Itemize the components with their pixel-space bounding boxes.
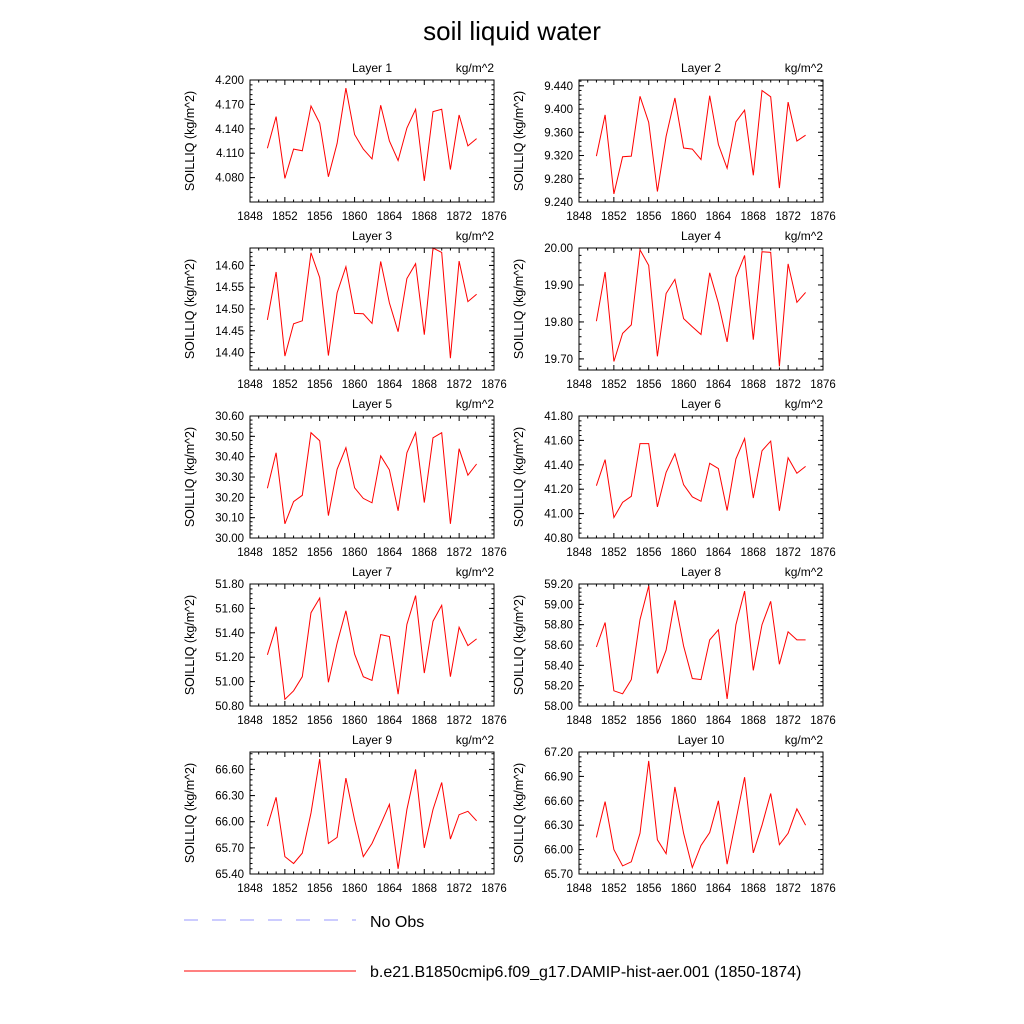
panel-title: Layer 4 (680, 229, 722, 243)
x-tick-label: 1864 (705, 379, 732, 391)
x-tick-label: 1848 (237, 715, 263, 727)
y-tick-label: 41.00 (544, 508, 573, 521)
x-tick-label: 1860 (341, 715, 368, 727)
plot-frame (579, 752, 823, 874)
x-tick-label: 1872 (775, 883, 801, 895)
panel-units: kg/m^2 (455, 397, 494, 411)
y-axis-label: SOILLIQ (kg/m^2) (183, 90, 197, 192)
panel-layer-5 (183, 397, 507, 559)
x-tick-label: 1848 (237, 211, 263, 223)
y-tick-label: 65.70 (215, 842, 244, 855)
x-tick-label: 1860 (341, 883, 368, 895)
y-tick-label: 14.55 (215, 282, 244, 295)
x-tick-label: 1876 (481, 211, 507, 223)
panel-layer-3 (183, 229, 507, 391)
x-tick-label: 1852 (601, 883, 627, 895)
x-tick-label: 1856 (306, 547, 333, 559)
y-tick-label: 30.20 (215, 492, 244, 505)
x-tick-label: 1864 (376, 211, 403, 223)
y-tick-label: 9.240 (544, 197, 573, 209)
x-tick-label: 1872 (775, 211, 801, 223)
plot-frame (579, 248, 823, 370)
y-tick-label: 14.60 (215, 260, 244, 273)
legend-model-label: b.e21.B1850cmip6.f09_g17.DAMIP-hist-aer.001 (1850-1874) (370, 964, 802, 981)
x-tick-label: 1876 (481, 883, 507, 895)
panel-layer-4 (512, 229, 836, 391)
panels-grid (183, 61, 836, 895)
x-tick-label: 1852 (272, 883, 298, 895)
y-axis-label: SOILLIQ (kg/m^2) (512, 762, 526, 864)
x-tick-label: 1852 (601, 715, 627, 727)
x-tick-label: 1876 (481, 715, 507, 727)
x-tick-label: 1876 (481, 547, 507, 559)
x-tick-label: 1872 (775, 379, 801, 391)
x-tick-label: 1868 (411, 379, 438, 391)
x-tick-label: 1864 (705, 547, 732, 559)
legend-obs-label: No Obs (370, 914, 425, 931)
panel-units: kg/m^2 (784, 733, 823, 747)
x-tick-label: 1868 (411, 547, 438, 559)
y-tick-label: 41.20 (544, 484, 573, 497)
y-tick-label: 58.40 (544, 660, 573, 673)
x-tick-label: 1856 (635, 211, 662, 223)
x-tick-label: 1868 (740, 883, 767, 895)
series-line (596, 439, 805, 518)
x-tick-label: 1848 (566, 379, 592, 391)
y-axis-label: SOILLIQ (kg/m^2) (183, 762, 197, 864)
y-tick-label: 4.200 (215, 75, 244, 87)
panel-units: kg/m^2 (784, 565, 823, 579)
x-tick-label: 1856 (306, 379, 333, 391)
panel-title: Layer 2 (680, 61, 722, 75)
y-tick-label: 66.00 (544, 844, 573, 857)
panel-units: kg/m^2 (455, 733, 494, 747)
y-axis-label: SOILLIQ (kg/m^2) (183, 426, 197, 528)
x-tick-label: 1856 (306, 211, 333, 223)
x-tick-label: 1876 (810, 547, 836, 559)
panel-layer-1 (183, 61, 507, 223)
x-tick-label: 1860 (341, 547, 368, 559)
y-tick-label: 19.70 (544, 353, 573, 366)
panel-title: Layer 6 (680, 397, 722, 411)
x-tick-label: 1856 (635, 883, 662, 895)
y-tick-label: 9.400 (544, 104, 573, 117)
x-tick-label: 1872 (775, 715, 801, 727)
y-tick-label: 9.440 (544, 80, 573, 93)
y-tick-label: 41.40 (544, 459, 573, 472)
panel-title: Layer 10 (677, 733, 725, 747)
x-tick-label: 1872 (775, 547, 801, 559)
x-tick-label: 1848 (566, 547, 592, 559)
plot-frame (579, 584, 823, 706)
y-tick-label: 51.40 (215, 627, 244, 640)
y-tick-label: 59.00 (544, 599, 573, 612)
y-tick-label: 66.60 (215, 764, 244, 777)
panel-title: Layer 3 (351, 229, 393, 243)
series-line (267, 88, 476, 181)
x-tick-label: 1868 (740, 547, 767, 559)
panel-units: kg/m^2 (784, 61, 823, 75)
panel-units: kg/m^2 (455, 61, 494, 75)
y-tick-label: 67.20 (544, 747, 573, 759)
y-tick-label: 51.20 (215, 652, 244, 665)
y-axis-label: SOILLIQ (kg/m^2) (512, 90, 526, 192)
panel-layer-7 (183, 565, 507, 727)
panel-layer-2 (512, 61, 836, 223)
x-tick-label: 1864 (376, 379, 403, 391)
x-tick-label: 1848 (566, 883, 592, 895)
x-tick-label: 1876 (810, 379, 836, 391)
x-tick-label: 1852 (601, 211, 627, 223)
plot-frame (579, 416, 823, 538)
y-tick-label: 20.00 (544, 243, 573, 255)
x-tick-label: 1852 (601, 379, 627, 391)
x-tick-label: 1864 (705, 211, 732, 223)
y-tick-label: 58.60 (544, 640, 573, 652)
legend (184, 914, 801, 981)
x-tick-label: 1860 (341, 379, 368, 391)
y-tick-label: 30.60 (215, 411, 244, 423)
panel-title: Layer 9 (351, 733, 393, 747)
y-tick-label: 50.80 (215, 701, 244, 713)
x-tick-label: 1872 (446, 547, 472, 559)
series-line (267, 433, 476, 524)
panel-units: kg/m^2 (784, 397, 823, 411)
x-tick-label: 1876 (810, 715, 836, 727)
y-axis-label: SOILLIQ (kg/m^2) (183, 594, 197, 696)
y-tick-label: 30.30 (215, 472, 244, 484)
y-tick-label: 14.40 (215, 347, 244, 360)
series-line (267, 759, 476, 869)
x-tick-label: 1860 (341, 211, 368, 223)
x-tick-label: 1876 (810, 883, 836, 895)
x-tick-label: 1868 (411, 211, 438, 223)
x-tick-label: 1868 (411, 883, 438, 895)
y-tick-label: 30.10 (215, 512, 244, 525)
x-tick-label: 1848 (237, 883, 263, 895)
y-tick-label: 14.45 (215, 325, 244, 338)
panel-layer-10 (512, 733, 836, 895)
y-tick-label: 51.60 (215, 603, 244, 616)
y-tick-label: 66.90 (544, 771, 573, 784)
y-tick-label: 41.60 (544, 435, 573, 448)
x-tick-label: 1848 (237, 547, 263, 559)
y-tick-label: 59.20 (544, 579, 573, 591)
x-tick-label: 1864 (376, 715, 403, 727)
x-tick-label: 1864 (705, 715, 732, 727)
panel-units: kg/m^2 (455, 229, 494, 243)
x-tick-label: 1848 (237, 379, 263, 391)
x-tick-label: 1868 (740, 715, 767, 727)
x-tick-label: 1852 (272, 379, 298, 391)
x-tick-label: 1872 (446, 715, 472, 727)
y-tick-label: 9.360 (544, 127, 573, 140)
y-tick-label: 30.40 (215, 451, 244, 464)
series-line (267, 596, 476, 700)
x-tick-label: 1864 (705, 883, 732, 895)
series-line (596, 586, 805, 699)
panel-layer-8 (512, 565, 836, 727)
x-tick-label: 1852 (601, 547, 627, 559)
panel-layer-9 (183, 733, 507, 895)
x-tick-label: 1856 (635, 379, 662, 391)
x-tick-label: 1856 (306, 883, 333, 895)
x-tick-label: 1856 (306, 715, 333, 727)
x-tick-label: 1872 (446, 211, 472, 223)
x-tick-label: 1860 (670, 379, 697, 391)
y-tick-label: 4.140 (215, 123, 244, 136)
panel-units: kg/m^2 (784, 229, 823, 243)
y-tick-label: 14.50 (215, 304, 244, 316)
x-tick-label: 1864 (376, 547, 403, 559)
x-tick-label: 1848 (566, 715, 592, 727)
x-tick-label: 1860 (670, 715, 697, 727)
y-tick-label: 65.70 (544, 869, 573, 881)
x-tick-label: 1852 (272, 211, 298, 223)
plot-frame (579, 80, 823, 202)
plot-frame (250, 584, 494, 706)
y-axis-label: SOILLIQ (kg/m^2) (512, 258, 526, 360)
x-tick-label: 1860 (670, 547, 697, 559)
x-tick-label: 1860 (670, 211, 697, 223)
y-tick-label: 30.50 (215, 431, 244, 444)
y-tick-label: 66.30 (215, 790, 244, 803)
x-tick-label: 1876 (810, 211, 836, 223)
x-tick-label: 1872 (446, 883, 472, 895)
y-tick-label: 66.00 (215, 816, 244, 829)
y-tick-label: 19.90 (544, 279, 573, 292)
y-tick-label: 51.00 (215, 676, 244, 689)
series-line (267, 248, 476, 358)
x-tick-label: 1868 (740, 211, 767, 223)
panel-title: Layer 1 (351, 61, 393, 75)
y-tick-label: 51.80 (215, 579, 244, 591)
y-axis-label: SOILLIQ (kg/m^2) (512, 426, 526, 528)
x-tick-label: 1872 (446, 379, 472, 391)
x-tick-label: 1856 (635, 715, 662, 727)
x-tick-label: 1864 (376, 883, 403, 895)
y-tick-label: 4.110 (216, 148, 244, 161)
y-tick-label: 58.80 (544, 619, 573, 632)
x-tick-label: 1848 (566, 211, 592, 223)
y-tick-label: 9.320 (544, 150, 573, 163)
panel-layer-6 (512, 397, 836, 559)
y-axis-label: SOILLIQ (kg/m^2) (183, 258, 197, 360)
y-tick-label: 40.80 (544, 533, 573, 545)
plot-frame (250, 80, 494, 202)
y-tick-label: 66.60 (544, 795, 573, 808)
series-line (596, 250, 805, 366)
panel-title: Layer 5 (351, 397, 393, 411)
panel-units: kg/m^2 (455, 565, 494, 579)
figure-title: soil liquid water (423, 16, 601, 46)
y-tick-label: 58.00 (544, 701, 573, 713)
x-tick-label: 1852 (272, 547, 298, 559)
y-tick-label: 4.170 (215, 99, 244, 112)
y-tick-label: 41.80 (544, 411, 573, 423)
y-tick-label: 4.080 (215, 172, 244, 185)
x-tick-label: 1852 (272, 715, 298, 727)
y-tick-label: 9.280 (544, 173, 573, 186)
series-line (596, 761, 805, 868)
panel-title: Layer 7 (351, 565, 393, 579)
x-tick-label: 1856 (635, 547, 662, 559)
plot-frame (250, 752, 494, 874)
x-tick-label: 1860 (670, 883, 697, 895)
x-tick-label: 1868 (740, 379, 767, 391)
y-tick-label: 66.30 (544, 820, 573, 833)
y-tick-label: 30.00 (215, 533, 244, 545)
y-tick-label: 58.20 (544, 680, 573, 693)
y-tick-label: 19.80 (544, 316, 573, 329)
y-axis-label: SOILLIQ (kg/m^2) (512, 594, 526, 696)
y-tick-label: 65.40 (215, 869, 244, 881)
panel-title: Layer 8 (680, 565, 722, 579)
x-tick-label: 1868 (411, 715, 438, 727)
x-tick-label: 1876 (481, 379, 507, 391)
series-line (596, 91, 805, 194)
